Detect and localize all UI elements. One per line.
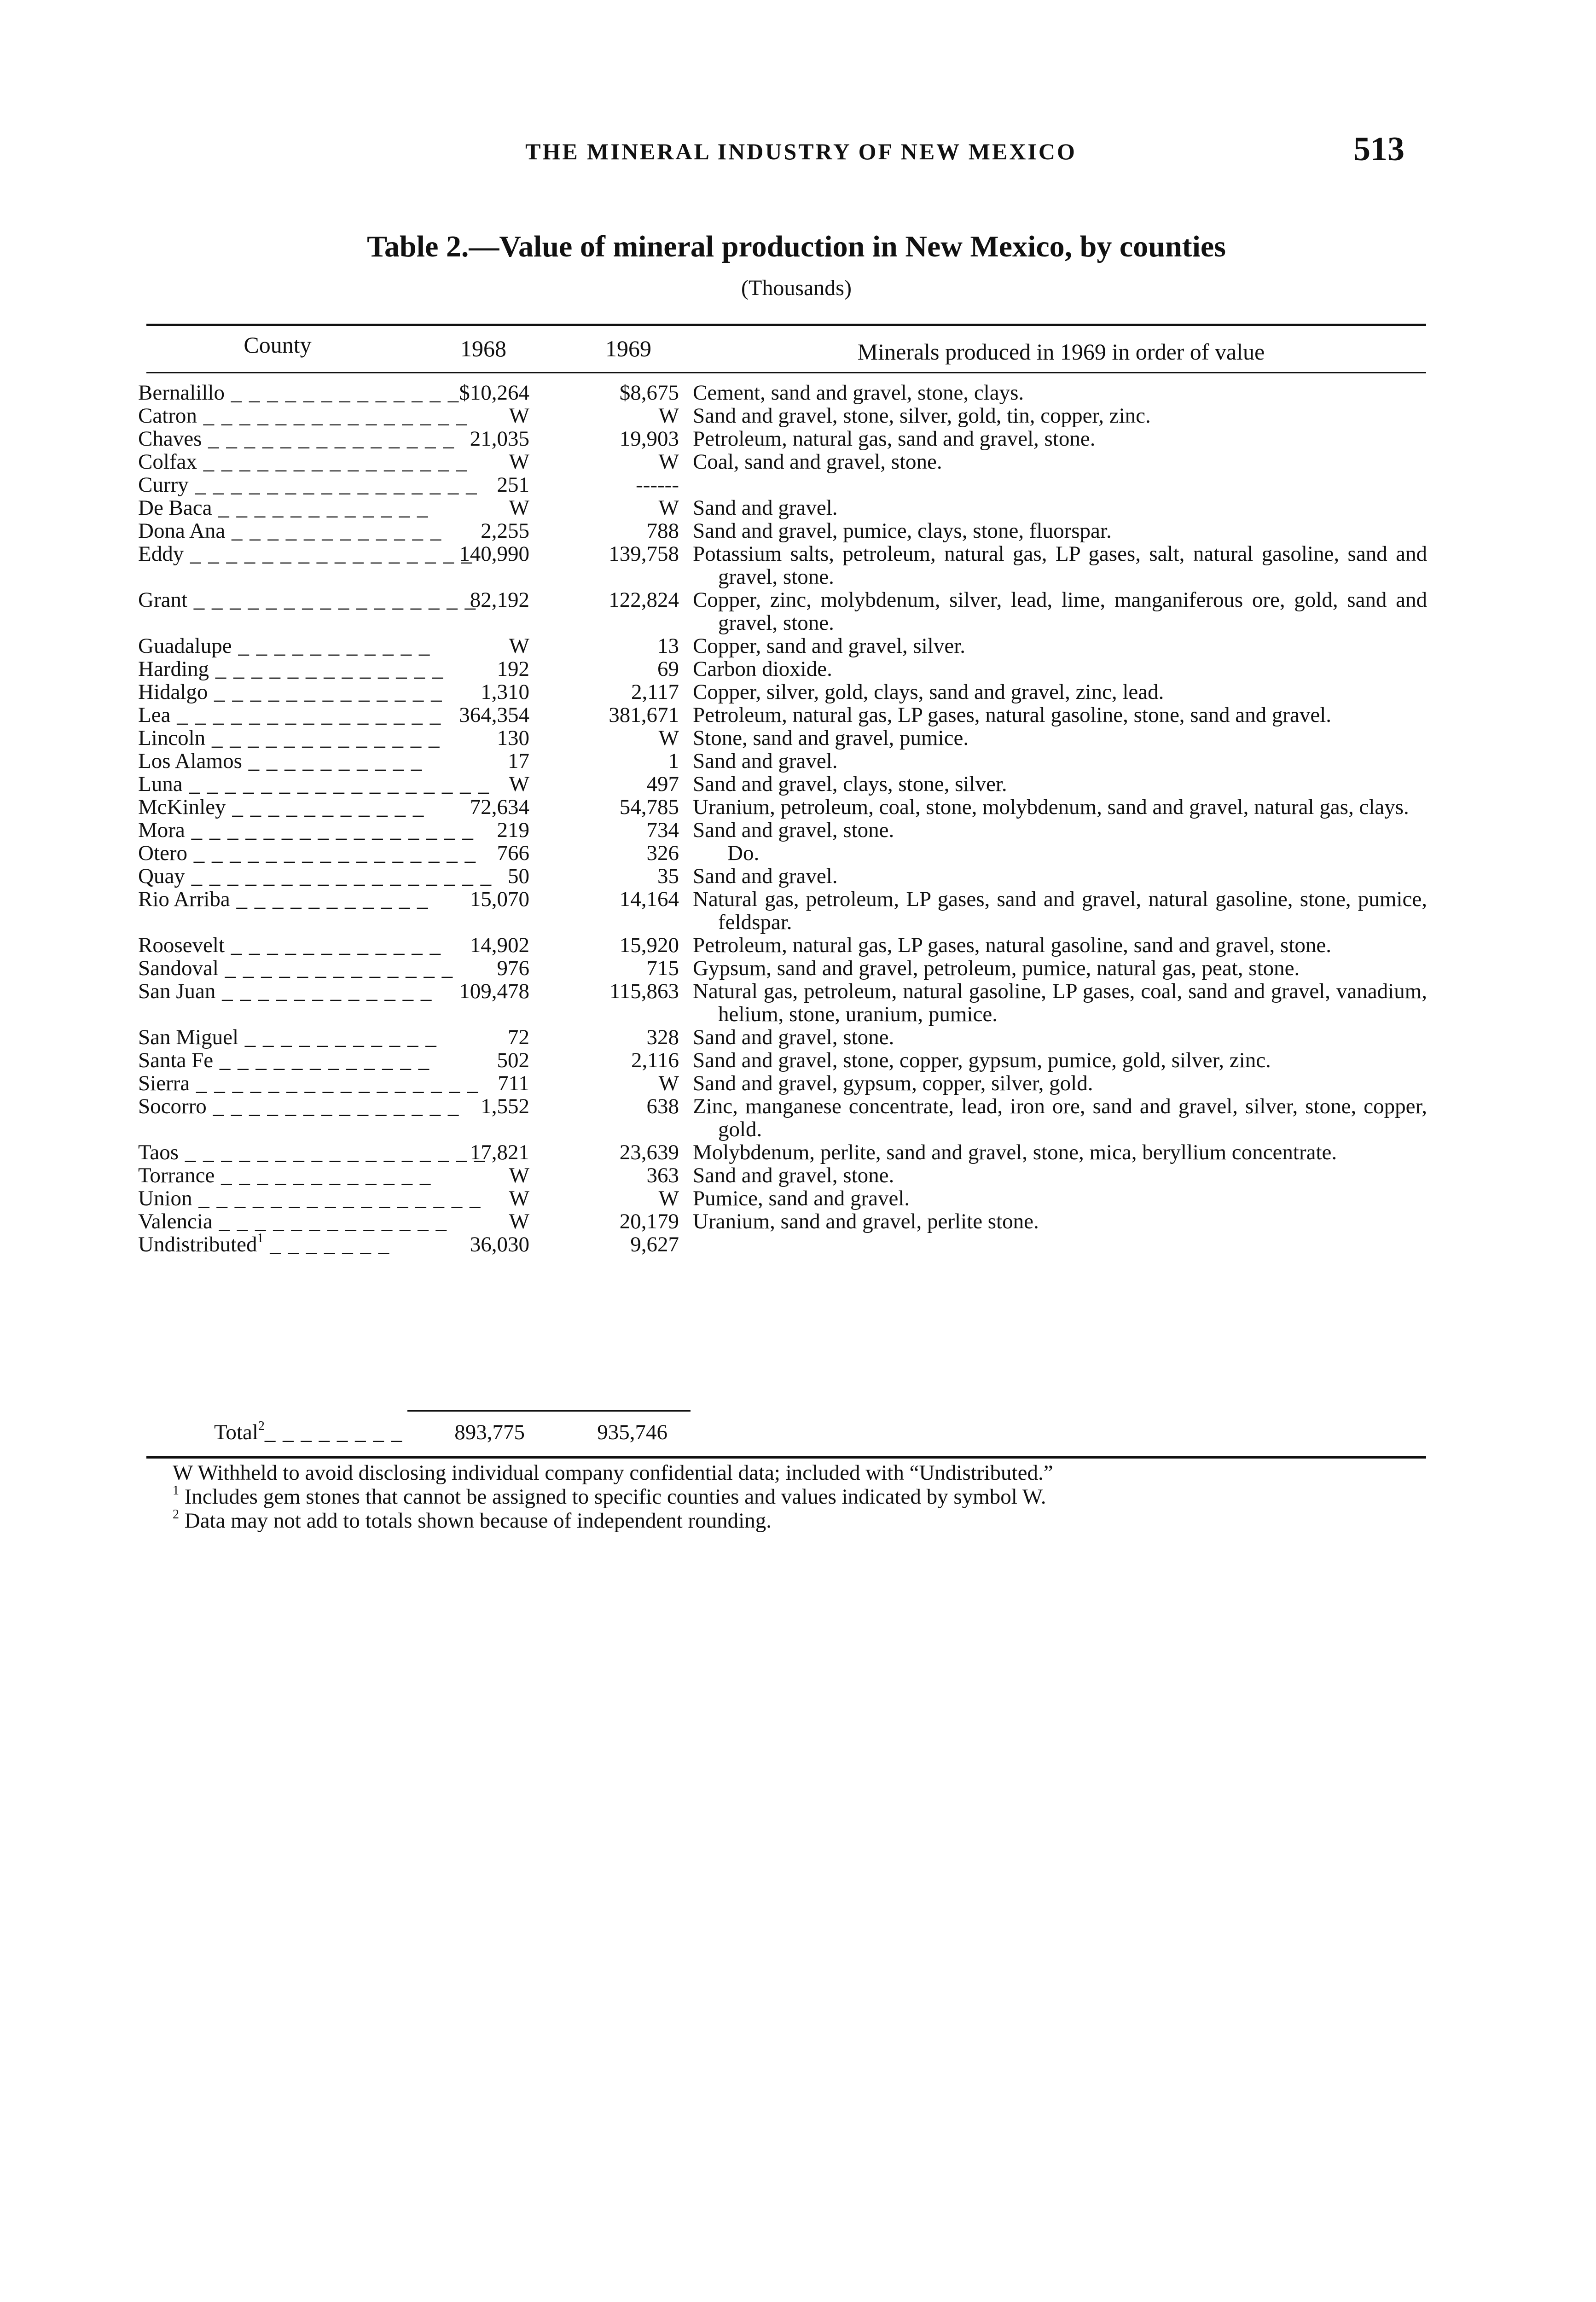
value-1969: 363	[646, 1163, 679, 1187]
county-cell	[138, 1025, 437, 1049]
column-header-1969: 1969	[605, 336, 651, 361]
minerals-cell: Uranium, petroleum, coal, stone, molybdenum, sand and gravel, natural gas, clays.	[693, 795, 1409, 819]
value-1969: 2,116	[631, 1048, 679, 1072]
leader-dots: _ _ _ _ _ _ _ _ _ _ _ _	[212, 496, 429, 520]
minerals-cell: Sand and gravel, stone, silver, gold, tin, copper, zinc.	[693, 404, 1151, 428]
value-1968: W	[509, 496, 529, 520]
county-name: Hidalgo	[138, 680, 208, 704]
table-row	[0, 1210, 1596, 1233]
minerals-cell: Petroleum, natural gas, LP gases, natural gasoline, sand and gravel, stone.	[693, 933, 1332, 957]
county-cell	[138, 979, 433, 1003]
minerals-cell: Natural gas, petroleum, natural gasoline, LP gases, coal, sand and gravel, vanadium, helium, stone, uranium, pumice.	[693, 979, 1427, 1026]
table-row	[0, 842, 1596, 865]
county-name: Socorro	[138, 1094, 207, 1118]
table-row	[0, 381, 1596, 404]
footnote-text: Includes gem stones that cannot be assigned to specific counties and values indicated by symbol W.	[184, 1485, 1046, 1509]
value-1968: W	[509, 1163, 529, 1187]
county-name: Lea	[138, 703, 171, 727]
county-name: Grant	[138, 588, 188, 612]
county-name: Catron	[138, 404, 197, 428]
county-name: Eddy	[138, 542, 184, 566]
footnote-mark-1: 1	[257, 1231, 264, 1245]
minerals-cell: Sand and gravel.	[693, 864, 838, 888]
leader-dots: _ _ _ _ _ _ _ _ _ _ _ _ _ _ _	[197, 404, 468, 428]
footnote-text: Data may not add to totals shown because of independent rounding.	[184, 1509, 772, 1533]
county-name: Torrance	[138, 1163, 215, 1187]
value-1968: W	[509, 634, 529, 658]
value-1968: 109,478	[459, 979, 529, 1003]
county-name: Mora	[138, 818, 185, 842]
value-1969: W	[658, 1186, 679, 1210]
county-cell	[138, 1140, 486, 1164]
county-name: Quay	[138, 864, 185, 888]
county-cell	[138, 864, 493, 888]
value-1969: 326	[646, 841, 679, 865]
column-header-minerals: Minerals produced in 1969 in order of value	[857, 339, 1265, 365]
table-row	[0, 773, 1596, 796]
leader-dots: _ _ _ _ _ _ _ _ _ _ _ _ _ _ _	[170, 703, 442, 727]
value-1968: 219	[497, 818, 529, 842]
county-name: McKinley	[138, 795, 226, 819]
table-bottom-rule	[146, 1456, 1426, 1459]
value-1969: 638	[646, 1094, 679, 1118]
county-name: Dona Ana	[138, 519, 226, 543]
minerals-cell: Natural gas, petroleum, LP gases, sand and gravel, natural gasoline, stone, pumice, feldspar.	[693, 887, 1427, 934]
value-1969: 715	[646, 956, 679, 980]
value-1969: 23,639	[619, 1140, 679, 1164]
total-label	[214, 1421, 403, 1444]
value-1968: 2,255	[481, 519, 529, 543]
county-name: Colfax	[138, 450, 197, 474]
footnotes	[173, 1461, 1416, 1533]
county-cell	[138, 519, 442, 543]
minerals-cell: Copper, sand and gravel, silver.	[693, 634, 965, 658]
table-row	[0, 1233, 1596, 1256]
value-1969: 13	[657, 634, 679, 658]
value-1968: 72	[508, 1025, 529, 1049]
county-name: Union	[138, 1186, 192, 1210]
county-name: Bernalillo	[138, 381, 225, 405]
table-row	[0, 934, 1596, 957]
county-name: Rio Arriba	[138, 887, 230, 911]
value-1968: W	[509, 1209, 529, 1233]
minerals-cell: Uranium, sand and gravel, perlite stone.	[693, 1209, 1039, 1233]
minerals-cell: Sand and gravel, stone, copper, gypsum, pumice, gold, silver, zinc.	[693, 1048, 1271, 1072]
county-cell	[138, 588, 477, 612]
leader-dots: _ _ _ _ _ _ _ _ _ _ _ _ _ _ _	[197, 450, 468, 474]
minerals-cell: Sand and gravel.	[693, 496, 838, 520]
county-cell	[138, 542, 473, 566]
county-cell	[138, 1094, 460, 1118]
county-cell	[138, 749, 423, 773]
minerals-cell: Stone, sand and gravel, pumice.	[693, 726, 969, 750]
county-name: Los Alamos	[138, 749, 242, 773]
county-name: De Baca	[138, 496, 212, 520]
county-name: Santa Fe	[138, 1048, 214, 1072]
leader-dots: _ _ _ _ _ _ _ _ _ _ _ _ _ _ _ _	[187, 588, 477, 612]
county-cell	[138, 887, 429, 911]
table-row	[0, 888, 1596, 934]
value-1969: 328	[646, 1025, 679, 1049]
value-1969: 1	[668, 749, 679, 773]
footnote-text: Withheld to avoid disclosing individual company confidential data; included with “Undistributed.”	[197, 1461, 1053, 1485]
footnote-mark: W	[173, 1461, 193, 1485]
value-1969: W	[658, 496, 679, 520]
county-cell	[138, 726, 441, 750]
leader-dots: _ _ _ _ _ _ _ _ _ _ _ _	[215, 1163, 432, 1187]
table-row	[0, 1187, 1596, 1210]
table-row	[0, 980, 1596, 1026]
county-cell	[138, 381, 460, 405]
table-row	[0, 427, 1596, 450]
leader-dots: _ _ _ _ _ _ _ _ _ _ _ _ _	[224, 381, 460, 405]
value-1968: 82,192	[470, 588, 529, 612]
value-1968: 36,030	[470, 1232, 529, 1256]
county-cell	[138, 496, 429, 520]
leader-dots: _ _ _ _ _ _ _ _ _ _ _ _ _	[212, 1209, 448, 1233]
table-row	[0, 1141, 1596, 1164]
table-row	[0, 1095, 1596, 1141]
minerals-cell	[693, 1233, 1427, 1256]
value-1969: W	[658, 726, 679, 750]
value-1969: W	[658, 404, 679, 428]
minerals-cell: Copper, zinc, molybdenum, silver, lead, lime, manganiferous ore, gold, sand and gravel, stone.	[693, 588, 1427, 635]
minerals-cell: Zinc, manganese concentrate, lead, iron ore, sand and gravel, silver, stone, copper, gold.	[693, 1094, 1427, 1141]
minerals-cell: Sand and gravel, stone.	[693, 1025, 894, 1049]
table-row	[0, 1049, 1596, 1072]
minerals-cell: Do.	[727, 841, 760, 865]
table-row	[0, 657, 1596, 680]
leader-dots: _ _ _ _ _ _ _ _ _ _ _ _ _ _ _ _	[184, 542, 473, 566]
county-cell	[138, 1071, 479, 1095]
leader-dots: _ _ _ _ _ _ _ _ _ _ _ _	[225, 519, 442, 543]
table-row	[0, 1026, 1596, 1049]
minerals-cell: Cement, sand and gravel, stone, clays.	[693, 381, 1024, 405]
table-row	[0, 519, 1596, 542]
leader-dots: _ _ _ _ _ _ _ _ _ _ _ _ _	[218, 956, 454, 980]
value-1968: 251	[497, 473, 529, 497]
table-row	[0, 703, 1596, 727]
county-cell	[138, 634, 431, 658]
value-1969: 15,920	[619, 933, 679, 957]
minerals-cell	[693, 473, 1427, 496]
leader-dots: _ _ _ _ _ _ _ _ _ _ _ _ _ _	[206, 1094, 460, 1118]
value-1969: 14,164	[619, 887, 679, 911]
county-name: Harding	[138, 657, 209, 681]
minerals-cell: Gypsum, sand and gravel, petroleum, pumice, natural gas, peat, stone.	[693, 956, 1300, 980]
footnote-1	[173, 1485, 1416, 1509]
leader-dots: _ _ _ _ _ _ _ _ _ _ _ _	[215, 979, 433, 1003]
value-1968: 17	[508, 749, 529, 773]
county-name: Lincoln	[138, 726, 206, 750]
table-row	[0, 1072, 1596, 1095]
leader-dots: _ _ _ _ _ _ _	[263, 1232, 390, 1256]
footnote-w	[173, 1461, 1416, 1485]
value-1968: $10,264	[459, 381, 529, 405]
value-1968: 130	[497, 726, 529, 750]
leader-dots: _ _ _ _ _ _ _ _ _ _ _	[232, 634, 431, 658]
table-top-rule	[146, 324, 1426, 326]
county-cell	[138, 772, 490, 796]
value-1969: ------	[636, 473, 679, 497]
minerals-cell: Petroleum, natural gas, sand and gravel, stone.	[693, 427, 1096, 451]
table-row	[0, 750, 1596, 773]
footnote-mark: 1	[173, 1483, 179, 1498]
total-rule	[407, 1410, 691, 1412]
leader-dots: _ _ _ _ _ _ _ _ _ _ _ _ _ _ _ _	[185, 818, 474, 842]
table-row	[0, 727, 1596, 750]
county-name: San Miguel	[138, 1025, 239, 1049]
minerals-cell: Petroleum, natural gas, LP gases, natural gasoline, stone, sand and gravel.	[693, 703, 1332, 727]
leader-dots: _ _ _ _ _ _ _ _ _ _ _ _ _	[209, 657, 444, 681]
value-1968: W	[509, 450, 529, 474]
running-head: THE MINERAL INDUSTRY OF NEW MEXICO	[525, 139, 1077, 164]
table-row	[0, 450, 1596, 473]
leader-dots: _ _ _ _ _ _ _ _ _ _ _ _ _ _ _ _	[188, 473, 478, 497]
value-1968: 15,070	[470, 887, 529, 911]
table-row	[0, 473, 1596, 496]
county-name: Chaves	[138, 427, 202, 451]
value-1969: 139,758	[609, 542, 679, 566]
total-value-1968: 893,775	[454, 1420, 525, 1444]
table-row	[0, 957, 1596, 980]
value-1968: 1,310	[481, 680, 529, 704]
county-cell	[138, 933, 441, 957]
minerals-cell: Sand and gravel, gypsum, copper, silver, gold.	[693, 1071, 1093, 1095]
minerals-cell: Pumice, sand and gravel.	[693, 1186, 910, 1210]
value-1969: 9,627	[630, 1232, 679, 1256]
county-cell	[138, 473, 478, 497]
county-cell	[138, 795, 425, 819]
value-1968: 711	[498, 1071, 529, 1095]
table-row	[0, 865, 1596, 888]
county-cell	[138, 1048, 430, 1072]
leader-dots: _ _ _ _ _ _ _ _ _ _	[242, 749, 423, 773]
county-cell	[138, 680, 443, 704]
county-cell	[138, 818, 474, 842]
value-1969: W	[658, 1071, 679, 1095]
county-cell	[138, 1233, 403, 1256]
value-1969: 2,117	[631, 680, 679, 704]
leader-dots: _ _ _ _ _ _ _ _ _ _ _ _ _ _ _ _ _	[179, 1140, 486, 1164]
county-name: Guadalupe	[138, 634, 232, 658]
footnote-2	[173, 1509, 1416, 1533]
county-name: San Juan	[138, 979, 216, 1003]
value-1969: 20,179	[619, 1209, 679, 1233]
leader-dots: _ _ _ _ _ _ _ _ _ _ _ _ _ _ _ _ _	[185, 864, 493, 888]
county-name: Sandoval	[138, 956, 219, 980]
county-name: Curry	[138, 473, 189, 497]
table-row	[0, 680, 1596, 703]
county-name: Undistributed	[138, 1232, 257, 1256]
value-1968: 50	[508, 864, 529, 888]
table-row	[0, 819, 1596, 842]
leader-dots: _ _ _ _ _ _ _ _ _ _ _ _ _ _	[202, 427, 455, 451]
minerals-cell: Sand and gravel, stone.	[693, 1163, 894, 1187]
value-1968: 21,035	[470, 427, 529, 451]
leader-dots: _ _ _ _ _ _ _ _	[264, 1420, 403, 1444]
value-1969: 122,824	[609, 588, 679, 612]
leader-dots: _ _ _ _ _ _ _ _ _ _ _ _ _	[208, 680, 443, 704]
table-row	[0, 404, 1596, 427]
minerals-cell: Molybdenum, perlite, sand and gravel, stone, mica, beryllium concentrate.	[693, 1140, 1337, 1164]
leader-dots: _ _ _ _ _ _ _ _ _ _ _ _	[224, 933, 441, 957]
value-1968: W	[509, 404, 529, 428]
county-cell	[138, 657, 444, 681]
minerals-cell: Sand and gravel, stone.	[693, 818, 894, 842]
minerals-cell: Potassium salts, petroleum, natural gas, LP gases, salt, natural gasoline, sand and gravel, stone.	[693, 542, 1427, 589]
county-name: Valencia	[138, 1209, 213, 1233]
table-row	[0, 796, 1596, 819]
value-1968: W	[509, 772, 529, 796]
value-1969: 115,863	[609, 979, 679, 1003]
page-number: 513	[1353, 130, 1404, 168]
value-1969: 497	[646, 772, 679, 796]
table-row	[0, 588, 1596, 634]
value-1968: 192	[497, 657, 529, 681]
leader-dots: _ _ _ _ _ _ _ _ _ _ _ _ _	[205, 726, 441, 750]
value-1968: 766	[497, 841, 529, 865]
value-1969: 69	[657, 657, 679, 681]
leader-dots: _ _ _ _ _ _ _ _ _ _ _ _ _ _ _ _	[187, 841, 477, 865]
column-header-county: County	[244, 332, 312, 358]
leader-dots: _ _ _ _ _ _ _ _ _ _ _ _	[213, 1048, 430, 1072]
header-bottom-rule	[146, 372, 1426, 373]
value-1968: 1,552	[481, 1094, 529, 1118]
leader-dots: _ _ _ _ _ _ _ _ _ _ _	[230, 887, 429, 911]
county-cell	[138, 1186, 482, 1210]
minerals-cell: Carbon dioxide.	[693, 657, 832, 681]
value-1969: 788	[646, 519, 679, 543]
county-name: Taos	[138, 1140, 179, 1164]
minerals-cell: Copper, silver, gold, clays, sand and gravel, zinc, lead.	[693, 680, 1164, 704]
value-1968: 502	[497, 1048, 529, 1072]
table-body	[0, 381, 1596, 1256]
minerals-cell: Coal, sand and gravel, stone.	[693, 450, 942, 474]
leader-dots: _ _ _ _ _ _ _ _ _ _ _	[238, 1025, 437, 1049]
county-cell	[138, 450, 468, 474]
leader-dots: _ _ _ _ _ _ _ _ _ _ _ _ _ _ _ _ _	[182, 772, 490, 796]
table-title: Table 2.—Value of mineral production in New Mexico, by counties	[367, 230, 1226, 263]
county-cell	[138, 841, 477, 865]
value-1969: W	[658, 450, 679, 474]
county-cell	[138, 1163, 432, 1187]
value-1969: 19,903	[619, 427, 679, 451]
value-1969: $8,675	[619, 381, 679, 405]
total-value-1969: 935,746	[597, 1420, 667, 1444]
minerals-cell: Sand and gravel, pumice, clays, stone, fluorspar.	[693, 519, 1112, 543]
minerals-cell: Sand and gravel.	[693, 749, 838, 773]
value-1969: 734	[646, 818, 679, 842]
value-1968: 14,902	[470, 933, 529, 957]
value-1968: 976	[497, 956, 529, 980]
leader-dots: _ _ _ _ _ _ _ _ _ _ _	[226, 795, 425, 819]
table-row	[0, 542, 1596, 588]
value-1969: 381,671	[609, 703, 679, 727]
total-label-text: Total	[214, 1420, 258, 1444]
leader-dots: _ _ _ _ _ _ _ _ _ _ _ _ _ _ _ _	[192, 1186, 482, 1210]
table-row	[0, 496, 1596, 519]
value-1968: 364,354	[459, 703, 529, 727]
value-1968: 72,634	[470, 795, 529, 819]
table-row	[0, 634, 1596, 657]
table-row	[0, 1164, 1596, 1187]
footnote-mark-2: 2	[258, 1419, 265, 1433]
value-1968: W	[509, 1186, 529, 1210]
county-cell	[138, 1209, 448, 1233]
county-name: Luna	[138, 772, 183, 796]
county-cell	[138, 427, 455, 451]
table-subtitle: (Thousands)	[741, 276, 852, 300]
value-1968: 140,990	[459, 542, 529, 566]
county-name: Sierra	[138, 1071, 190, 1095]
county-cell	[138, 956, 454, 980]
value-1969: 54,785	[619, 795, 679, 819]
value-1969: 35	[657, 864, 679, 888]
column-header-1968: 1968	[460, 336, 506, 361]
county-cell	[138, 703, 442, 727]
value-1968: 17,821	[470, 1140, 529, 1164]
county-name: Roosevelt	[138, 933, 225, 957]
minerals-cell: Sand and gravel, clays, stone, silver.	[693, 772, 1007, 796]
footnote-mark: 2	[173, 1507, 179, 1522]
county-cell	[138, 404, 468, 428]
leader-dots: _ _ _ _ _ _ _ _ _ _ _ _ _ _ _ _	[190, 1071, 479, 1095]
county-name: Otero	[138, 841, 188, 865]
